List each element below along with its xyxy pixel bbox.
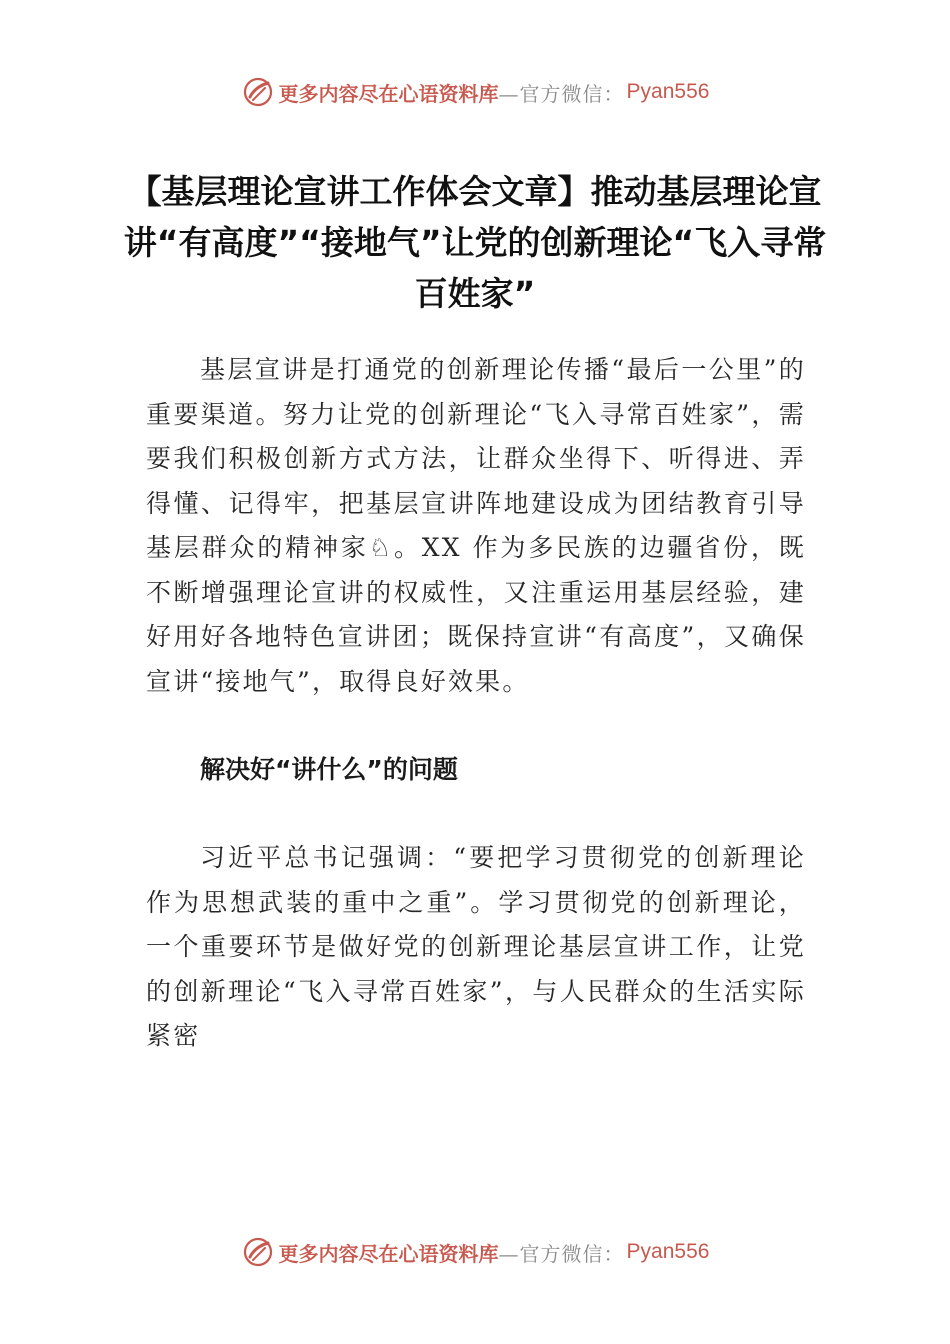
document-title: 【基层理论宣讲工作体会文章】推动基层理论宣讲“有高度”“接地气”让党的创新理论“飞入寻常百姓家”: [123, 172, 827, 313]
banner-lead-text: 更多内容尽在心语资料库: [278, 81, 499, 106]
banner-tail-text: —官方微信：: [498, 81, 625, 106]
banner-lead-text: 更多内容尽在心语资料库: [278, 1241, 499, 1266]
footer-banner: [0, 1232, 950, 1272]
paragraph-section-1: 习近平总书记强调：“要把学习贯彻党的创新理论作为思想武装的重中之重”。学习贯彻党的创新理论，一个重要环节是做好党的创新理论基层宣讲工作，让党的创新理论“飞入寻常百姓家”，与人民群众的生活实际紧密: [146, 843, 806, 1050]
brush-circle-logo-icon: [241, 75, 275, 109]
banner-tail-text: —官方微信：: [498, 1241, 625, 1266]
brush-circle-logo-icon: [241, 1235, 275, 1269]
header-banner: [0, 72, 950, 112]
paragraph-intro: 基层宣讲是打通党的创新理论传播“最后一公里”的重要渠道。努力让党的创新理论“飞入寻常百姓家”，需要我们积极创新方式方法，让群众坐得下、听得进、弄得懂、记得牢，把基层宣讲阵地建设成为团结教育引导基层群众的精神家♘。XX 作为多民族的边疆省份，既不断增强理论宣讲的权威性，又注重运用基层经验，建好用好各地特色宣讲团；既保持宣讲“有高度”，又确保宣讲“接地气”，取得良好效果。: [146, 355, 806, 696]
banner-wechat-id: Pyan556: [626, 1240, 710, 1263]
section-heading: 解决好“讲什么”的问题: [200, 755, 458, 784]
banner-wechat-id: Pyan556: [626, 80, 710, 103]
